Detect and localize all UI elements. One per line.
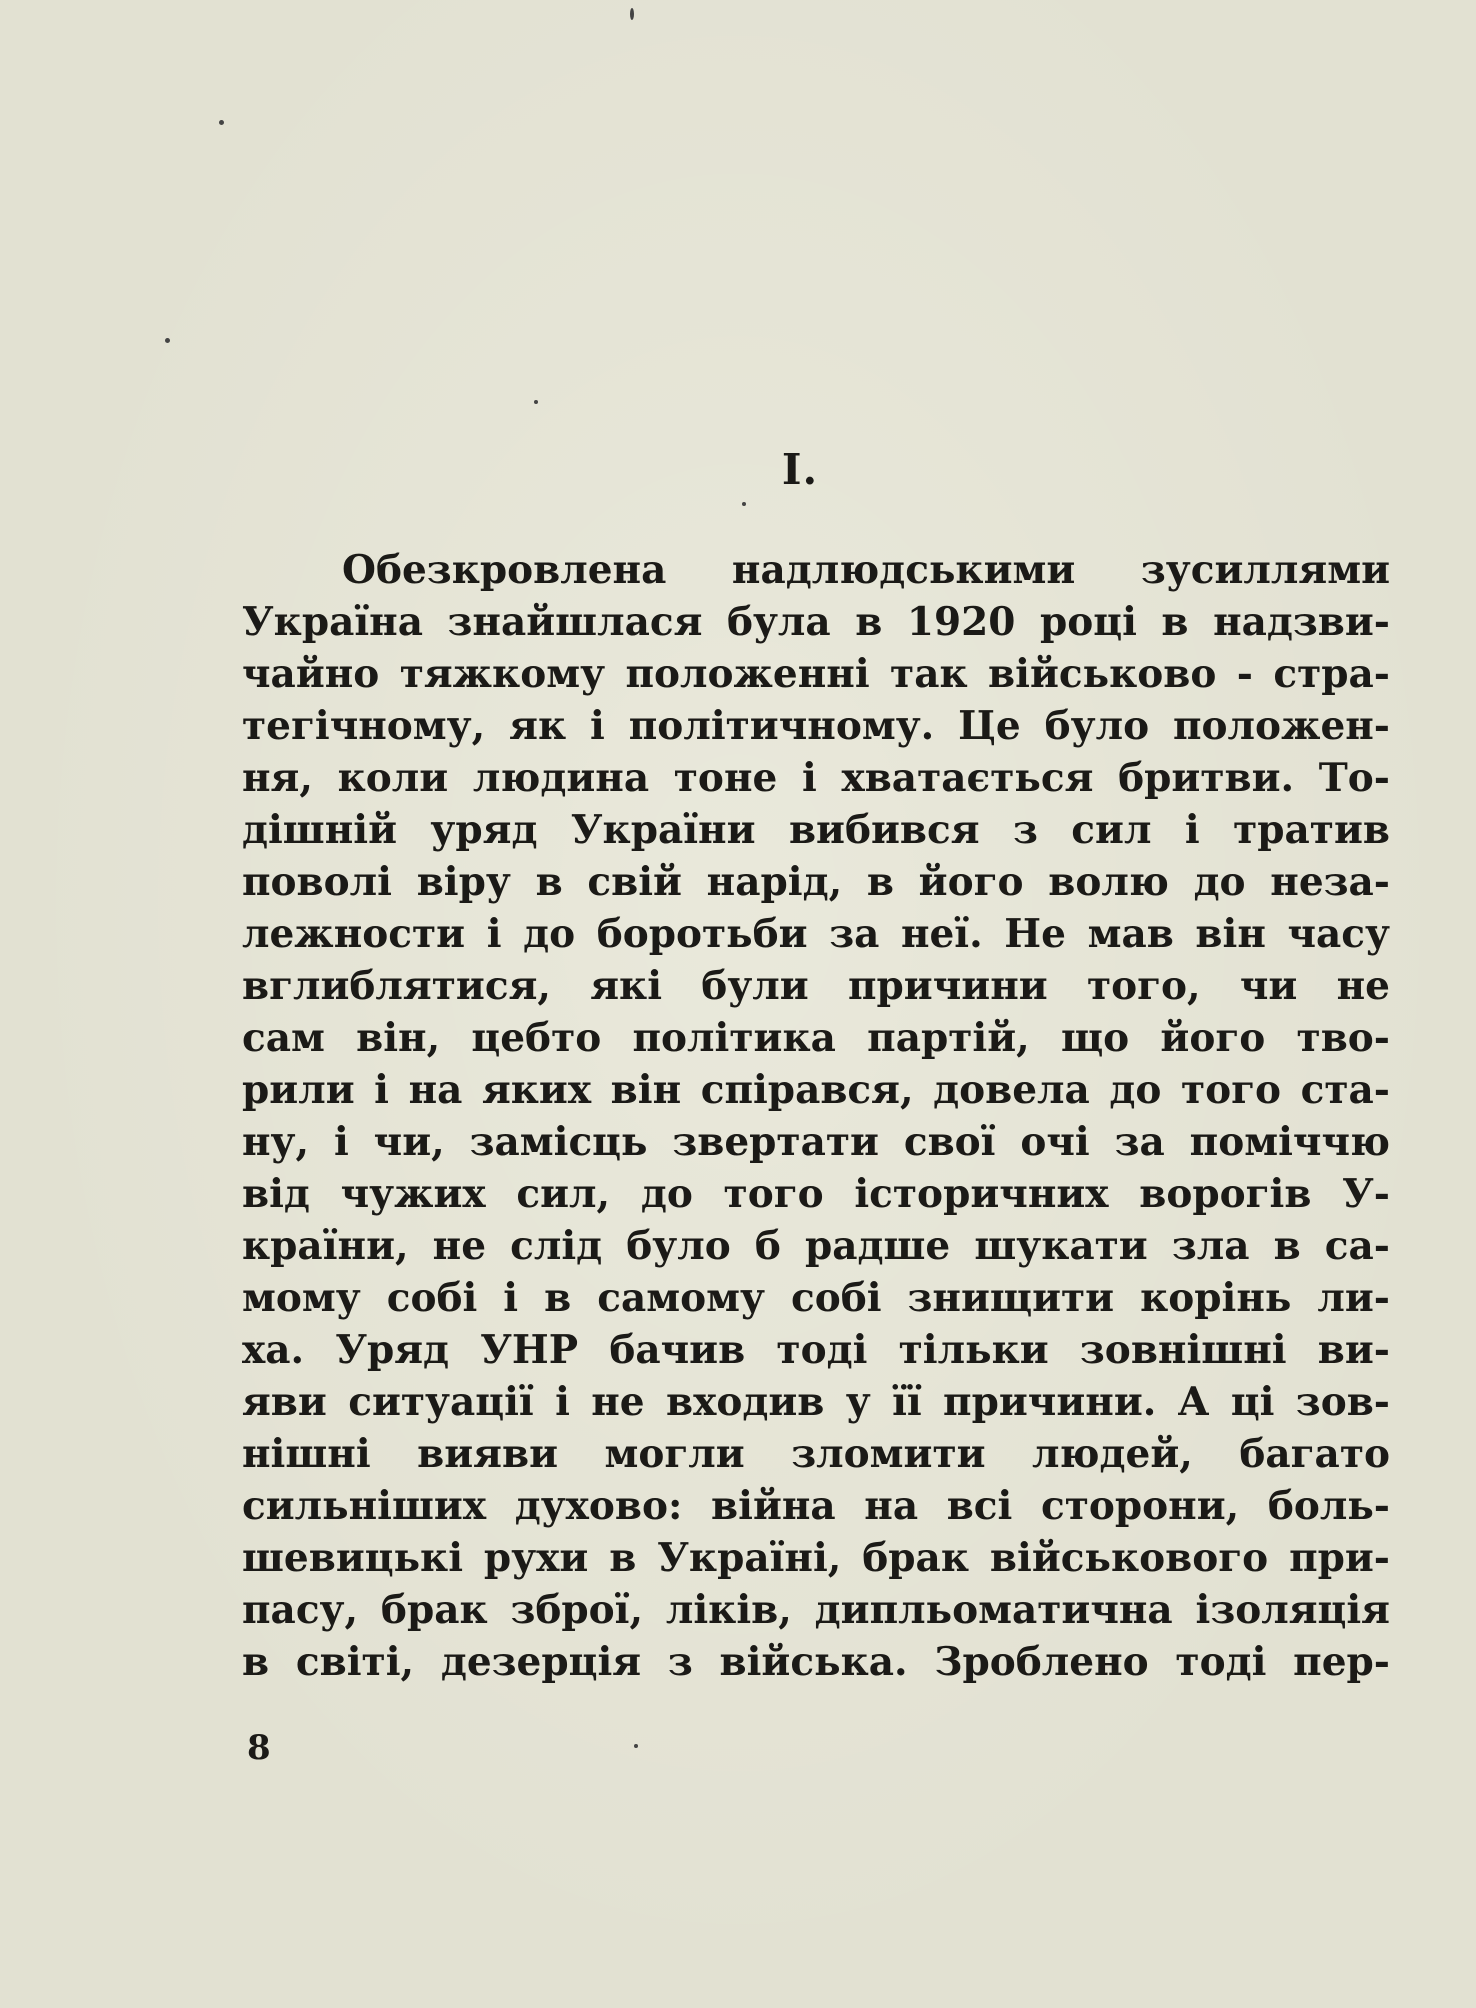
text-line: рили і на яких він спірався, довела до того ста- (242, 1067, 1390, 1113)
ink-speck (165, 338, 170, 343)
page-number: 8 (247, 1728, 271, 1768)
text-line: яви ситуації і не входив у її причини. А ці зов- (242, 1379, 1390, 1425)
text-line: чайно тяжкому положенні так військово - стра- (242, 651, 1390, 697)
body-paragraph (242, 544, 1390, 1688)
text-line: ня, коли людина тоне і хватається бритви. То- (242, 755, 1390, 801)
text-line: шевицькі рухи в Україні, брак військового при- (242, 1535, 1390, 1581)
text-line: Україна знайшлася була в 1920 році в надзви- (242, 599, 1390, 645)
chapter-heading: I. (781, 445, 819, 494)
text-line: пасу, брак зброї, ліків, дипльоматична ізоляція (242, 1587, 1390, 1633)
text-line: нішні вияви могли зломити людей, багато (242, 1431, 1390, 1477)
text-line: сильніших духово: війна на всі сторони, боль- (242, 1483, 1390, 1529)
text-line: вглиблятися, які були причини того, чи не (242, 963, 1390, 1009)
text-line: від чужих сил, до того історичних ворогів У- (242, 1171, 1390, 1217)
text-line: сам він, цебто політика партій, що його тво- (242, 1015, 1390, 1061)
ink-speck (534, 400, 538, 404)
text-line: поволі віру в свій нарід, в його волю до неза- (242, 859, 1390, 905)
ink-speck (219, 120, 224, 125)
text-line: тегічному, як і політичному. Це було положен- (242, 703, 1390, 749)
text-line: дішній уряд України вибився з сил і тратив (242, 807, 1390, 853)
ink-speck (634, 1744, 638, 1748)
ink-speck (742, 502, 746, 506)
ink-speck (630, 8, 634, 20)
text-line: в світі, дезерція з війська. Зроблено тоді пер- (242, 1639, 1390, 1685)
text-line: мому собі і в самому собі знищити корінь ли- (242, 1275, 1390, 1321)
text-line: ну, і чи, замісць звертати свої очі за поміччю (242, 1119, 1390, 1165)
text-line: Обезкровлена надлюдськими зусиллями (342, 547, 1390, 593)
text-line: лежности і до боротьби за неї. Не мав він часу (242, 911, 1390, 957)
text-line: країни, не слід було б радше шукати зла в са- (242, 1223, 1390, 1269)
text-line: ха. Уряд УНР бачив тоді тільки зовнішні ви- (242, 1327, 1390, 1373)
